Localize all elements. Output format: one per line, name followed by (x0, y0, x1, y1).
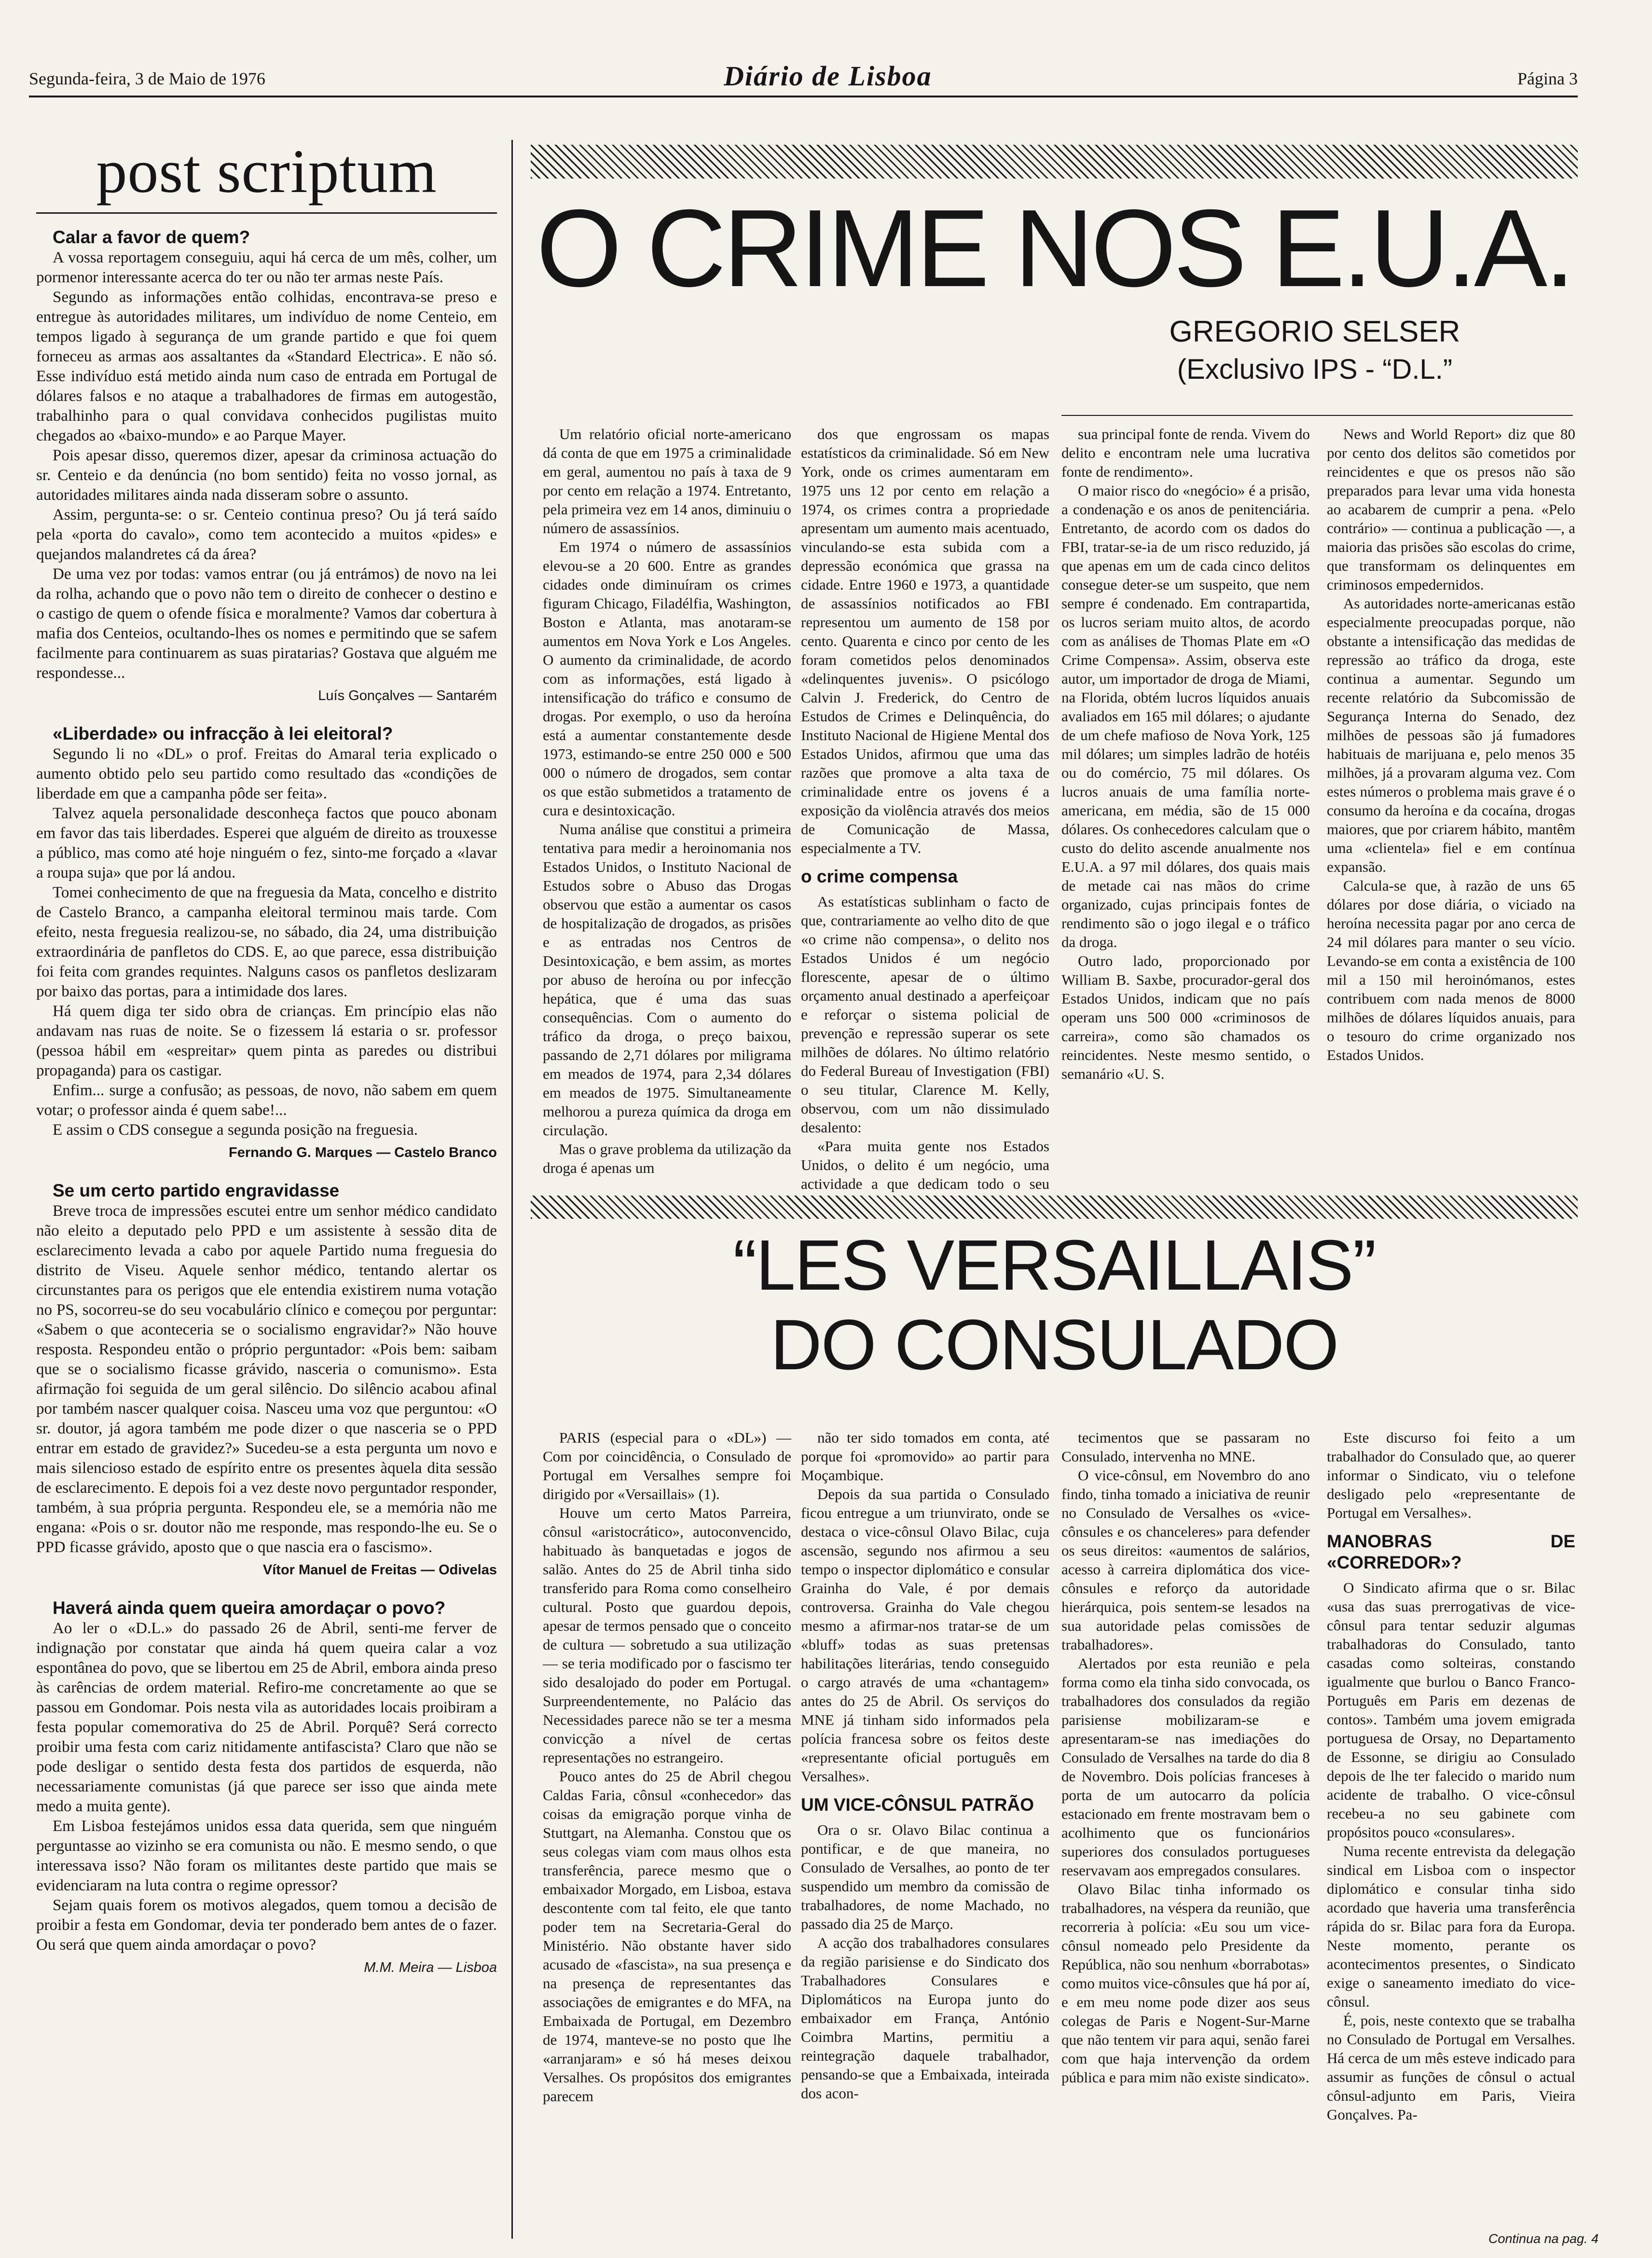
article-column (801, 425, 1049, 1192)
letter-paragraph: A vossa reportagem conseguiu, aqui há cerca de um mês, colher, um pormenor interessante acerca do ter ou não ter armas neste País. (36, 249, 497, 286)
crime-author-rule (1061, 415, 1573, 416)
article-paragraph: PARIS (especial para o «DL») — Com por coincidência, o Consulado de Portugal em Versalhes sempre foi dirigido por «Versaillais» (1). (543, 1429, 791, 1502)
article-subheading: o crime compensa (801, 867, 958, 886)
article-paragraph: sua principal fonte de renda. Vivem do delito e encontram nele uma lucrativa fonte de rendimento». (1061, 426, 1310, 480)
post-scriptum-title: post scriptum (96, 137, 437, 206)
article-paragraph: Em 1974 o número de assassínios elevou-se a 20 600. Entre as grandes cidades onde diminuíram os crimes figuram Chicago, Filadélfia, Washington, Boston e Atlanta, mas anotaram-se aumentos em Nova York e Los Angeles. O aumento da criminalidade, de acordo com as informações, está ligado à intensificação do tráfico e consumo de drogas. Por exemplo, o uso da heroína está a aumentar constantemente desde 1973, estimando-se entre 250 000 e 500 000 o número de drogados, sem contar os que estão submetidos a tratamento de cura e desintoxicação. (543, 538, 791, 819)
letter-1 (36, 227, 497, 706)
letter-2 (36, 723, 497, 1163)
letter-paragraph: E assim o CDS consegue a segunda posição na freguesia. (53, 1121, 418, 1139)
letter-paragraph: Sejam quais forem os motivos alegados, quem tomou a decisão de proibir a festa em Gondomar, devia ter ponderado bem antes de o fazer. Ou será que quem ainda amordaçar o povo? (36, 1897, 497, 1954)
article-column (1327, 425, 1575, 1168)
article-paragraph: Numa análise que constitui a primeira tentativa para medir a heroinomania nos Estados Unidos, o Instituto Nacional de Estudos sobre o Abuso das Drogas observou que estão a aumentar os casos de hospitalização de drogados, as prisões e as entradas nos Centros de Desintoxicação, e bem assim, as mortes por abuso de heroína ou por infecção hepática, que é uma das suas consequências. Com o aumento do tráfico da droga, o preço baixou, passando de 2,71 dólares por miligrama em meados de 1974, para 2,34 dólares em meados de 1975. Simultaneamente melhorou a pureza química da droga em circulação. (543, 821, 791, 1139)
crime-headline: O CRIME NOS E.U.A. (536, 187, 1572, 310)
letter-paragraph: Assim, pergunta-se: o sr. Centeio continua preso? Ou já terá saído pela «porta do cavalo», como tem acontecido a muitos «pides» e quejandos malandretes cá da área? (36, 506, 497, 563)
article-paragraph: tecimentos que se passaram no Consulado, intervenha no MNE. (1061, 1429, 1310, 1465)
letter-paragraph: De uma vez por todas: vamos entrar (ou já entrámos) de novo na lei da rolha, achando que o povo não tem o direito de conhecer o destino e o castigo de quem o ofende física e moralmente? Vamos dar cobertura à mafia dos Centeios, ocultando-lhes os nomes e permitindo que se safem facilmente para continuarem as suas piratarias? Gostava que alguém me respondesse... (36, 565, 497, 682)
versaillais-headline-line1: “LES VERSAILLAIS” (733, 1225, 1376, 1305)
article-paragraph: O vice-cônsul, em Novembro do ano findo, tinha tomado a iniciativa de reunir no Consulado de Versalhes os «vice-cônsules e os chanceleres» para defender os seus direitos: «aumentos de salários, acesso à carreira diplomática dos vice-cônsules e reforço da autoridade hierárquica, pois sentem-se lesados na sua autoridade pelas comissões de trabalhadores». (1061, 1467, 1310, 1653)
article-paragraph: dos que engrossam os mapas estatísticos da criminalidade. Só em New York, onde os crimes aumentaram em 1975 uns 12 por cento em relação a 1974, os crimes contra a propriedade apresentam um aumento mais acentuado, vinculando-se esta subida com a depressão económica que grassa na cidade. Entre 1960 e 1973, a quantidade de assassínios notificados ao FBI representou um aumento de 158 por cento. Quarenta e cinco por cento de les foram cometidos pelos denominados «delinquentes juvenis». O psicólogo Calvin J. Frederick, do Centro de Estudos de Crimes e Delinquência, do Instituto Nacional de Higiene Mental dos Estados Unidos, afirmou que uma das razões que promove a alta taxa de criminalidade entre os jovens é a exposição da violência através dos meios de Comunicação de Massa, especialmente a TV. (801, 426, 1049, 856)
article-paragraph: «Para muita gente nos Estados Unidos, o delito é um negócio, uma actividade a que dedicam todo o seu (801, 1138, 1049, 1192)
letter-paragraph: Talvez aquela personalidade desconheça factos que pouco abonam em favor das tais liberdades. Esperei que alguém de direito as trouxesse a público, mas como até hoje ninguém o fez, sinto-me forçado a «lavar a roupa suja» que por lá andou. (36, 805, 497, 881)
page-number: Página 3 (1517, 69, 1578, 88)
article-column (543, 425, 791, 1176)
article-column (801, 1428, 1049, 2229)
letter-heading: Se um certo partido engravidasse (53, 1181, 340, 1200)
article-paragraph: Um relatório oficial norte-americano dá conta de que em 1975 a criminalidade em geral, aumentou no país à taxa de 9 por cento em relação a 1974. Entretanto, pela primeira vez em 14 anos, diminuiu o número de assassínios. (543, 426, 791, 537)
letter-paragraph: Tomei conhecimento de que na freguesia da Mata, concelho e distrito de Castelo Branco, a campanha eleitoral terminou mais tarde. Com efeito, nesta freguesia realizou-se, no sábado, dia 24, uma distribuição extraordinária de panfletos do CDS. E, ao que parece, essa distribuição foi feita com grandes requintes. Nalguns casos os panfletos deslizaram por baixo das portas, para a intimidade dos lares. (36, 884, 497, 1000)
article-paragraph: Olavo Bilac tinha informado os trabalhadores, na véspera da reunião, que recorreria à polícia: «Eu sou um vice-cônsul nomeado pelo Presidente da República, não sou nenhum «borrabotas» como muitos vice-cônsules que há por aí, e em meu nome pode dizer aos seus colegas de Paris e Nogent-Sur-Marne que não tentem vir para aqui, senão farei com que haja intervenção da ordem pública e para mim não existe sindicato». (1061, 1881, 1310, 2086)
header-date: Segunda-feira, 3 de Maio de 1976 (29, 69, 265, 88)
letter-signature: Vítor Manuel de Freitas — Odivelas (262, 1562, 497, 1578)
letter-signature: Fernando G. Marques — Castelo Branco (229, 1145, 497, 1160)
article-paragraph: Ora o sr. Olavo Bilac continua a pontificar, e de que maneira, no Consulado de Versalhes, ao ponto de ter suspendido um membro da comissão de trabalhadores, de nome Machado, no passado dia 25 de Março. (801, 1821, 1049, 1932)
letter-heading: «Liberdade» ou infracção à lei eleitoral? (53, 724, 393, 743)
letter-paragraph: Segundo as informações então colhidas, encontrava-se preso e entregue às autoridades militares, um indivíduo de nome Centeio, em tempos ligado à segurança de um grande partido e que foi quem forneceu as armas aos assaltantes da «Standard Electrica». E não só. Esse indivíduo está metido ainda num caso de entrada em Portugal de dólares falsos e no ataque a trabalhadores de firmas em autogestão, trabalhinho para o qual convidava conhecidos pugilistas muito chegados ao «baixo-mundo» e ao Parque Mayer. (36, 289, 497, 444)
masthead: Diário de Lisboa (724, 60, 932, 92)
article-paragraph: Outro lado, proporcionado por William B. Saxbe, procurador-geral dos Estados Unidos, indicam que no país operam uns 500 000 «criminosos de carreira», como são chamados os reincidentes. Neste mesmo sentido, o semanário «U. S. (1061, 952, 1310, 1082)
article-paragraph: Pouco antes do 25 de Abril chegou Caldas Faria, cônsul «conhecedor» das coisas da emigração porque vinha de Stuttgart, na Alemanha. Constou que os seus colegas viam com maus olhos esta transferência, parece mesmo que o embaixador Morgado, em Lisboa, estava descontente com tal feito, ele que tanto poder tem na Secretaria-Geral do Ministério. Não obstante haver sido acusado de «fascista», na sua presença e na presença de representantes das associações de emigrantes e do MFA, na Embaixada de Portugal, em Dezembro de 1974, manteve-se no posto que lhe «arranjaram» e só há meses deixou Versalhes. Os propósitos dos emigrantes parecem (543, 1768, 791, 2105)
article-paragraph: Este discurso foi feito a um trabalhador do Consulado que, ao querer informar o Sindicato, viu o telefone desligado pelo «representante de Portugal em Versalhes». (1327, 1429, 1575, 1521)
letter-3 (36, 1180, 497, 1580)
article-column (1061, 425, 1310, 1168)
article-paragraph: A acção dos trabalhadores consulares da região parisiense e do Sindicato dos Trabalhadores Consulares e Diplomáticos na Europa junto do embaixador em França, António Coimbra Martins, permitiu a reintegração daquele trabalhador, pensando-se que a Embaixada, inteirada dos acon- (801, 1934, 1049, 2102)
letter-paragraph: Em Lisboa festejámos unidos essa data querida, sem que ninguém perguntasse ao vizinho se era comunista ou não. E mesmo sendo, o que interessava isso? Não foram os militantes deste partido que mais se evidenciaram na luta contra o regime opressor? (36, 1817, 497, 1894)
article-column (543, 1428, 791, 2229)
letter-paragraph: Há quem diga ter sido obra de crianças. Em princípio elas não andavam nas ruas de noite. Se o fizessem lá estaria o sr. professor (pessoa hábil em «espreitar» quem pinta as paredes ou distribui propaganda) para os castigar. (36, 1003, 497, 1079)
letter-signature: Luís Gonçalves — Santarém (318, 688, 497, 703)
crime-author-note: (Exclusivo IPS - “D.L.” (1177, 354, 1453, 385)
header-bar (29, 58, 1578, 101)
article-paragraph: não ter sido tomados em conta, até porque foi «promovido» ao partir para Moçambique. (801, 1429, 1049, 1484)
letter-paragraph: Ao ler o «D.L.» do passado 26 de Abril, senti-me ferver de indignação por constatar que ainda há quem queira calar a voz espontânea do povo, que se libertou em 25 de Abril, embora ainda preso às carências de ordem material. Refiro-me concretamente ao que se passou em Gondomar. Pois nesta vila as autoridades locais proibiram a festa popular comemorativa do 25 de Abril. Porquê? Será correcto proibir uma festa com cariz nitidamente antifascista? Claro que não se pode desligar o sentido desta festa dos partidos de esquerda, não necessariamente comunistas (já que parece ser isso que ainda mete medo a muita gente). (36, 1620, 497, 1815)
letter-paragraph: Breve troca de impressões escutei entre um senhor médico candidato não eleito a deputado pelo PPD e um assistente à sessão dita de esclarecimento levada a cabo por aquele Partido numa freguesia do distrito de Viseu. Aquele senhor médico, tentando alertar os circunstantes para os perigos que ele entendia existirem numa votação no PS, socorreu-se do seu vocabulário clínico e começou por perguntar: «Sabem o que aconteceria se o socialismo engravidar?» Não houve resposta. Respondeu então o próprio perguntador: «Pois bem: saibam que se o socialismo ficasse grávido, nasceria o comunismo». Esta afirmação foi seguida de um geral silêncio. Do silêncio acabou afinal por também nascer qualquer coisa. Nasceu uma voz que perguntou: «O sr. doutor, já agora também me pode dizer o que nasceria se o PPD entrar em estado de gravidez?» Sucedeu-se a esta pergunta um novo e mais silencioso estado de espírito entre os presentes àquela dita sessão de esclarecimento. E depois foi a vez deste novo perguntador responder, também, à sua própria pergunta. Respondeu ele, se a memória não me engana: «Pois o sr. doutor não me responde, mas respondo-lhe eu. Se o PPD ficasse grávido, aposto que o que nascia era o fascismo». (36, 1202, 497, 1556)
letter-heading: Calar a favor de quem? (53, 227, 250, 247)
crime-author: GREGORIO SELSER (1169, 315, 1460, 348)
letter-heading: Haverá ainda quem queira amordaçar o povo? (53, 1598, 446, 1618)
continued-note: Continua na pag. 4 (1488, 2231, 1599, 2246)
article-subheading: MANOBRAS DE «CORREDOR»? (1327, 1531, 1575, 1572)
article-paragraph: O Sindicato afirma que o sr. Bilac «usa das suas prerrogativas de vice-cônsul para tentar seduzir algumas trabalhadoras do Consulado, tanto casadas como solteiras, constando igualmente que burlou o Banco Franco-Português em Paris em dezenas de contos». Também uma jovem emigrada portuguesa de Orsay, no Departamento de Essonne, se dirigiu ao Consulado depois de lhe ter falecido o marido num acidente de trabalho. O vice-cônsul recebeu-a no seu gabinete com propósitos pouco «consulares». (1327, 1579, 1575, 1841)
article-paragraph: As estatísticas sublinham o facto de que, contrariamente ao velho dito de que «o crime não compensa», o delito nos Estados Unidos é um negócio florescente, apesar de o último orçamento anual destinado a aperfeiçoar e reforçar o sistema policial de prevenção e repressão superar os sete milhões de dólares. No último relatório do Federal Bureau of Investigation (FBI) o seu titular, Clarence M. Kelly, observou, com um não dissimulado desalento: (801, 893, 1049, 1136)
article-column (1327, 1428, 1575, 2229)
post-scriptum-title-rule (36, 212, 497, 214)
article-subheading: UM VICE-CÔNSUL PATRÃO (801, 1795, 1034, 1815)
article-paragraph: Alertados por esta reunião e pela forma como ela tinha sido convocada, os trabalhadores dos consulados da região parisiense mobilizaram-se e apresentaram-se nas imediações do Consulado de Versalhes na tarde do dia 8 de Novembro. Dois polícias franceses à porta de um autocarro da polícia estacionado em frente mostravam bem o acolhimento que os funcionários superiores dos consulados portugueses reservavam aos empregados consulares. (1061, 1655, 1310, 1879)
letter-paragraph: Pois apesar disso, queremos dizer, apesar da criminosa actuação do sr. Centeio e da denúncia (no bom sentido) feita no vosso jornal, as autoridades militares ainda nada disseram sobre o assunto. (36, 447, 497, 504)
versaillais-headline-line2: DO CONSULADO (770, 1305, 1338, 1385)
column-divider (511, 140, 513, 2239)
header-rule (29, 96, 1578, 97)
article-paragraph: O maior risco do «negócio» é a prisão, a condenação e os anos de penitenciária. Entretanto, de acordo com os dados do FBI, tratar-se-ia de um risco reduzido, já que apenas em um de cada cinco delitos consegue deter-se um suspeito, que nem sempre é condenado. Em contrapartida, os lucros seriam muito altos, de acordo com as análises de Thomas Plate em «O Crime Compensa». Assim, observa este autor, um importador de droga de Miami, na Florida, obtém lucros líquidos anuais avaliados em 165 mil dólares; o ajudante de um chefe mafioso de Nova York, 125 mil dólares; um simples ladrão de hotéis ou do comércio, 75 mil dólares. Os lucros anuais de uma família norte-americana, em média, são de 15 000 dólares. Os conhecedores calculam que o custo do delito ascende anualmente nos E.U.A. a 97 mil dólares, dos quais mais de metade cai nas mãos do crime organizado, cujas principais fontes de rendimento são o jogo ilegal e o tráfico da droga. (1061, 482, 1310, 950)
article-paragraph: Calcula-se que, à razão de uns 65 dólares por dose diária, o viciado na heroína necessita pagar por ano cerca de 24 mil dólares para manter o seu vício. Levando-se em conta a existência de 100 mil a 150 mil heroinómanos, estes contribuem com nada menos de 8000 milhões de dólares líquidos anuais, para o tesouro do crime organizado nos Estados Unidos. (1327, 877, 1575, 1063)
article-paragraph: News and World Report» diz que 80 por cento dos delitos são cometidos por reincidentes e que os presos não são preparados para levar uma vida honesta ao acabarem de cumprir a pena. «Pelo contrário» — continua a publicação —, a maioria das prisões são escolas do crime, que transformam os delinquentes em criminosos empedernidos. (1327, 426, 1575, 593)
article-paragraph: É, pois, neste contexto que se trabalha no Consulado de Portugal em Versalhes. Há cerca de um mês esteve indicado para assumir as funções de cônsul o actual cônsul-adjunto em Paris, Vieira Gonçalves. Pa- (1327, 2012, 1575, 2123)
article-paragraph: Mas o grave problema da utilização da droga é apenas um (543, 1141, 791, 1176)
article-paragraph: Numa recente entrevista da delegação sindical em Lisboa com o inspector diplomático e consular tinha sido acordado que haveria uma transferência rápida do sr. Bilac para fora da Europa. Neste momento, perante os acontecimentos presentes, o Sindicato exige o saneamento imediato do vice-cônsul. (1327, 1843, 1575, 2010)
letter-4 (36, 1597, 497, 1978)
letter-paragraph: Segundo li no «DL» o prof. Freitas do Amaral teria explicado o aumento obtido pelo seu partido como resultado das «condições de liberdade em que a campanha pôde ser feita». (36, 745, 497, 802)
letter-paragraph: Enfim... surge a confusão; as pessoas, de novo, não sabem em quem votar; o professor ainda é quem sabe!... (36, 1082, 497, 1119)
article-column (1061, 1428, 1310, 2229)
crime-hatch-band (531, 145, 1578, 179)
letter-signature: M.M. Meira — Lisboa (364, 1960, 497, 1975)
article-paragraph: As autoridades norte-americanas estão especialmente preocupadas porque, não obstante a intensificação das medidas de repressão ao tráfico da droga, este continua a aumentar. Segundo um recente relatório da Subcomissão de Segurança Interna do Senado, dez milhões de pessoas são já fumadores habituais de marijuana e, pelo menos 35 milhões, já a provaram alguma vez. Com estes números o problema mais grave é o consumo da heroína e da cocaína, drogas maiores, que por criarem hábito, mantêm uma «clientela» fiel e em contínua expansão. (1327, 595, 1575, 875)
article-paragraph: Houve um certo Matos Parreira, cônsul «aristocrático», autoconvencido, habituado às banquetadas e jogos de salão. Antes do 25 de Abril tinha sido transferido para Roma como conselheiro cultural. Posto que guardou depois, apesar de termos pensado que o conceito de cultura — sobretudo a sua utilização — se teria modificado por o fascismo ter sido desalojado do poder em Portugal. Surpreendentemente, no Palácio das Necessidades parece não se ter a mesma convicção a nível de certas representações no estrangeiro. (543, 1504, 791, 1766)
article-paragraph: Depois da sua partida o Consulado ficou entregue a um triunvirato, onde se destaca o vice-cônsul Olavo Bilac, cuja ascensão, segundo nos afirmou a seu tempo o inspector diplomático e consular Grainha do Vale, é por demais controversa. Grainha do Vale chegou mesmo a afirmar-nos tratar-se de um «bluff» todas as suas pretensas habilitações literárias, tendo conseguido o cargo através de uma «chantagem» antes do 25 de Abril. Os serviços do MNE já tinham sido informados pela polícia francesa sobre os feitos deste «representante oficial português em Versalhes». (801, 1486, 1049, 1785)
post-scriptum-section (36, 135, 497, 1978)
versaillais-hatch-band (531, 1196, 1578, 1219)
